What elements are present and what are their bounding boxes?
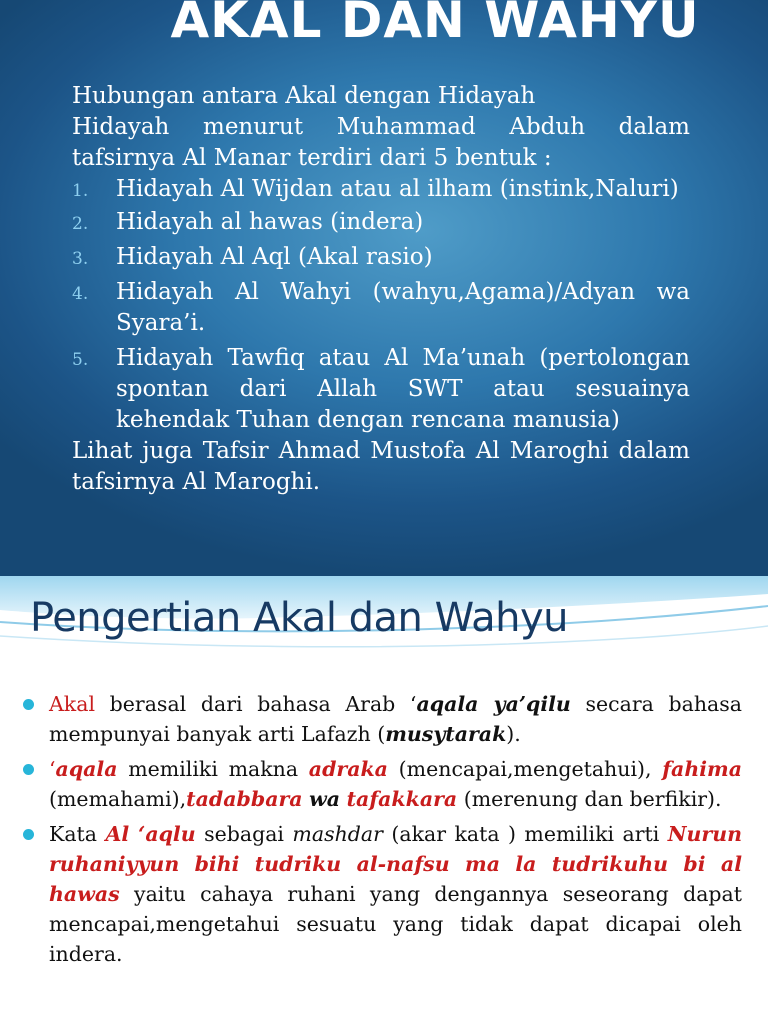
list-item (72, 207, 690, 238)
text-run: ). (506, 722, 521, 746)
text-run: (mencapai,mengetahui), (387, 757, 663, 781)
hidayah-list (72, 174, 690, 436)
list-item (72, 242, 690, 273)
slide-body (72, 81, 690, 498)
text-run: (memahami), (49, 787, 187, 811)
list-number: 1. (72, 181, 89, 201)
keyword: fahima (662, 757, 743, 781)
list-item-text: Hidayah Al Wijdan atau al ilham (instink,Naluri) (116, 176, 679, 202)
keyword: musytarak (385, 722, 507, 746)
bullet-dot-icon (23, 764, 34, 775)
intro-line: Hubungan antara Akal dengan Hidayah (72, 83, 536, 109)
bullet-dot-icon (23, 699, 34, 710)
list-item (72, 174, 690, 205)
keyword: aqala (55, 757, 118, 781)
text-run: berasal dari bahasa Arab ‘ (95, 692, 417, 716)
list-number: 3. (72, 249, 89, 269)
text-run: sebagai (195, 822, 293, 846)
slide-pengertian (0, 576, 768, 1024)
keyword: mashdar (292, 822, 383, 846)
list-number: 4. (72, 284, 89, 304)
list-item-text: Hidayah Al Aql (Akal rasio) (116, 244, 433, 270)
text-run: ‘ (49, 757, 56, 781)
list-item (72, 277, 690, 339)
text-run: yaitu cahaya ruhani yang dengannya seseorang dapat mencapai,mengetahui sesuatu yang tidak dapat dicapai oleh indera. (49, 882, 742, 966)
keyword: adraka (308, 757, 388, 781)
keyword: Al ‘aqlu (105, 822, 196, 846)
slide-title: Pengertian Akal dan Wahyu (30, 595, 568, 641)
text-run: (merenung dan berfikir). (457, 787, 722, 811)
list-number: 5. (72, 350, 89, 370)
list-item-text: Hidayah Tawfiq atau Al Ma’unah (pertolongan spontan dari Allah SWT atau sesuainya kehendak Tuhan dengan rencana manusia) (116, 345, 690, 433)
list-item-text: Hidayah Al Wahyi (wahyu,Agama)/Adyan wa Syara’i. (116, 279, 690, 336)
slide-body (20, 689, 742, 974)
list-item (20, 754, 742, 814)
list-item (20, 819, 742, 969)
text-run: (akar kata ) memiliki arti (382, 822, 668, 846)
keyword: wa (309, 787, 341, 811)
list-item (72, 343, 690, 436)
text-run: secara bahasa mempunyai banyak arti Lafazh ( (49, 692, 742, 746)
keyword: aqala ya’qilu (416, 692, 571, 716)
definition-list (20, 689, 742, 969)
list-item-text: Hidayah al hawas (indera) (116, 209, 424, 235)
keyword: Nurun ruhaniyyun bihi tudriku al-nafsu ma la tudrikuhu bi al hawas (49, 822, 743, 906)
intro-paragraph: Hidayah menurut Muhammad Abduh dalam tafsirnya Al Manar terdiri dari 5 bentuk : (72, 114, 690, 171)
list-number: 2. (72, 214, 89, 234)
closing-paragraph: Lihat juga Tafsir Ahmad Mustofa Al Maroghi dalam tafsirnya Al Maroghi. (72, 438, 690, 495)
list-item (20, 689, 742, 749)
keyword: tafakkara (346, 787, 458, 811)
keyword: tadabbara (186, 787, 303, 811)
bullet-dot-icon (23, 829, 34, 840)
text-run: memiliki makna (117, 757, 309, 781)
keyword: Akal (49, 692, 96, 716)
slide-title: AKAL DAN WAHYU (170, 0, 700, 49)
text-run: Kata (49, 822, 106, 846)
